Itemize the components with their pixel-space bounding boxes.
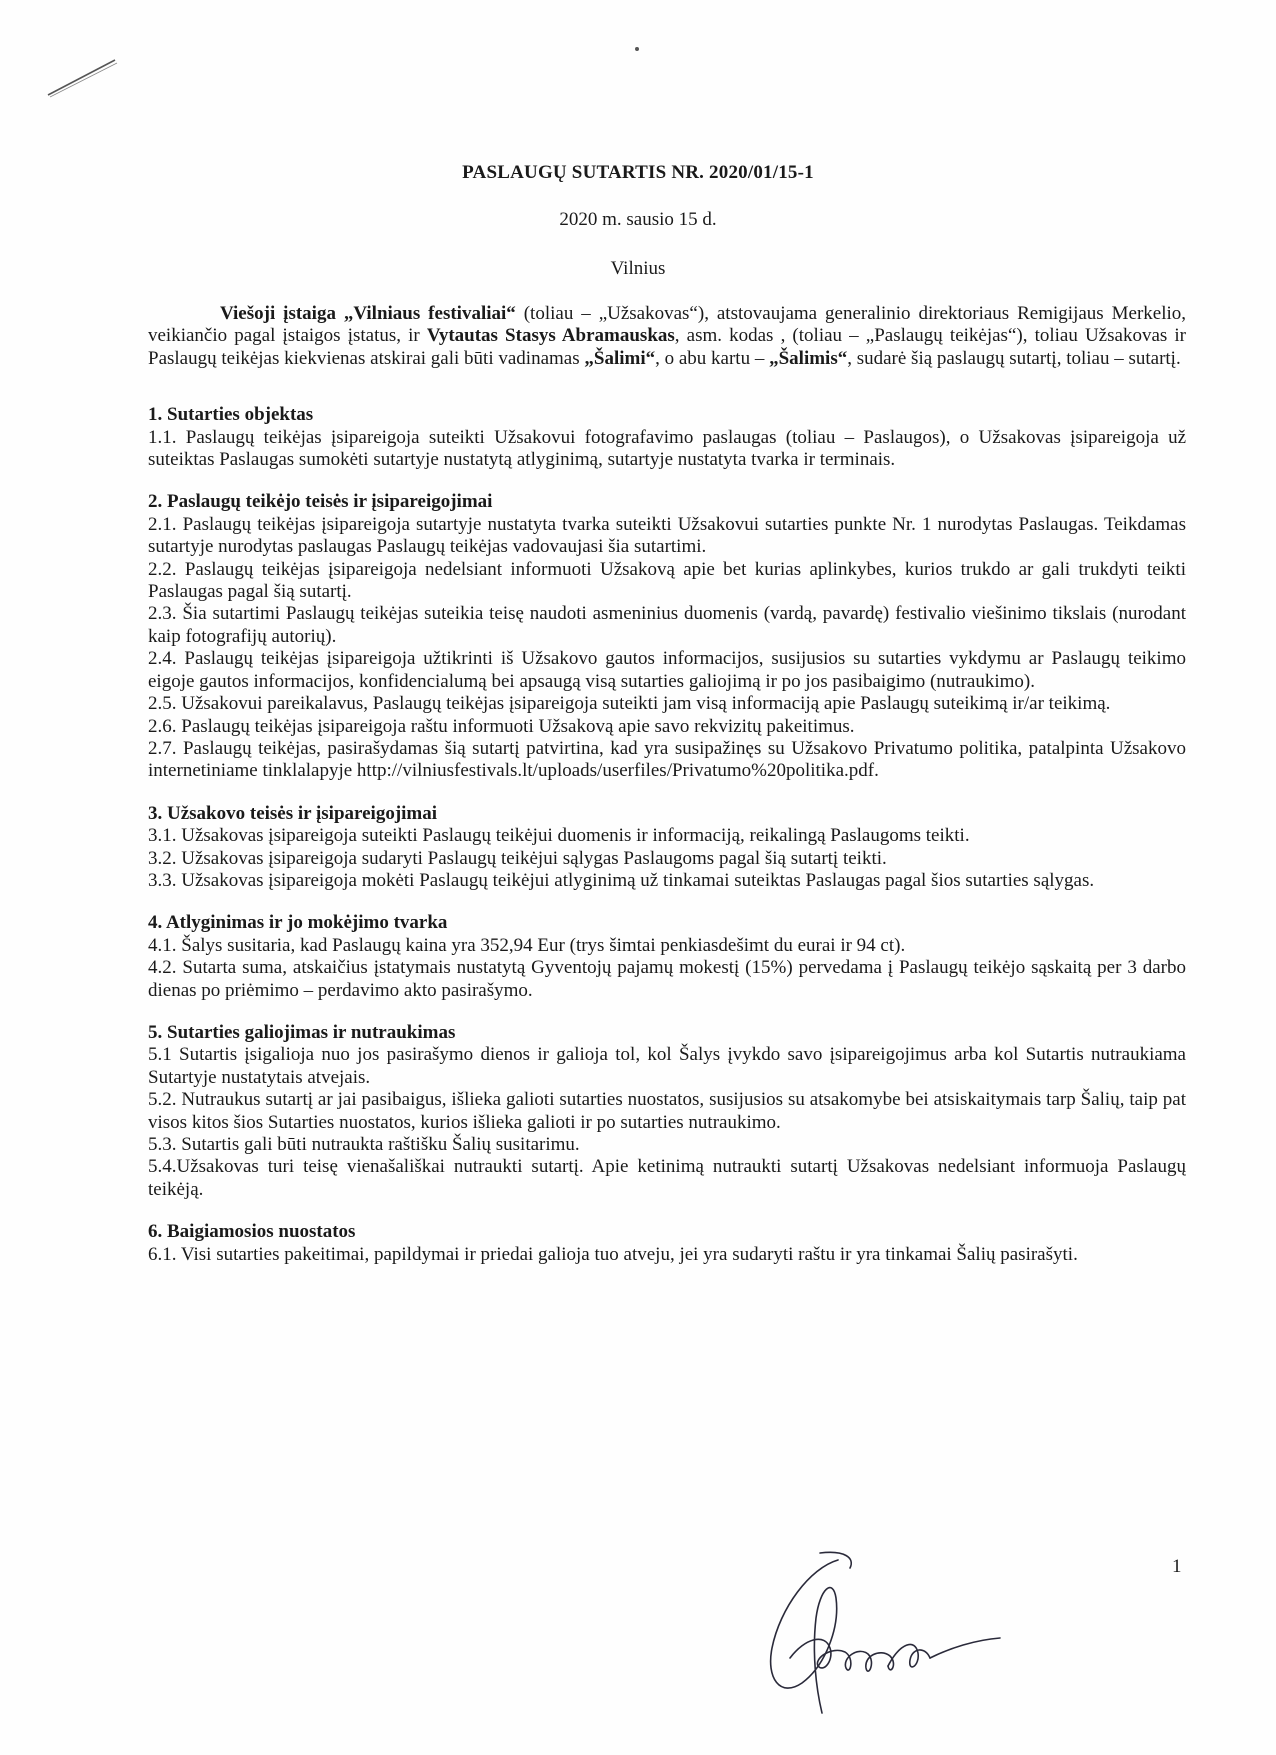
clause-2-6: 2.6. Paslaugų teikėjas įsipareigoja raštu informuoti Užsakovą apie savo rekvizitų pakeitimus. xyxy=(148,715,855,737)
contract-body xyxy=(148,303,1186,1286)
handwritten-signature xyxy=(750,1548,1010,1718)
section-heading: 1. Sutarties objektas xyxy=(148,404,314,426)
clause-2-7: 2.7. Paslaugų teikėjas, pasirašydamas šią sutartį patvirtina, kad yra susipažinęs su Užsakovo Privatumo politika, patalpinta Užsakovo internetiniame tinklalapyje http://vilniusfestivals.lt/uploads/userfiles/Privatumo%20politika.pdf. xyxy=(148,737,1186,782)
page-number: 1 xyxy=(1172,1556,1182,1577)
clause-2-5: 2.5. Užsakovui pareikalavus, Paslaugų teikėjas įsipareigoja suteikti jam visą informaciją apie Paslaugų suteikimą ir/ar teikimą. xyxy=(148,693,1111,715)
intro-paragraph xyxy=(148,303,1186,370)
clause-2-4: 2.4. Paslaugų teikėjas įsipareigoja užtikrinti iš Užsakovo gautos informacijos, susijusios su sutarties vykdymu ar Paslaugų teikimo eigoje gautos informacijos, konfidencialumą bei apsaugą visą sutarties galiojimą ir po jos pasibaigimo (nutraukimo). xyxy=(148,648,1186,692)
clause-3-3: 3.3. Užsakovas įsipareigoja mokėti Paslaugų teikėjui atlyginimą už tinkamai suteiktas Paslaugas pagal šios sutarties sąlygas. xyxy=(148,869,1095,891)
section-heading: 2. Paslaugų teikėjo teisės ir įsipareigojimai xyxy=(148,491,493,513)
clause-2-2: 2.2. Paslaugų teikėjas įsipareigoja nedelsiant informuoti Užsakovą apie bet kurias aplinkybes, kurios trukdo ar gali trukdyti teikti Paslaugas pagal šią sutartį. xyxy=(148,558,1186,603)
section-4-payment xyxy=(148,912,1186,1002)
clause-3-1: 3.1. Užsakovas įsipareigoja suteikti Paslaugų teikėjui duomenis ir informaciją, reikalingą Paslaugoms teikti. xyxy=(148,825,970,847)
clause-5-2: 5.2. Nutraukus sutartį ar jai pasibaigus, išlieka galioti sutarties nuostatos, susijusios su atsakomybe bei atsiskaitymais tarp Šalių, taip pat visos kitos šios Sutarties nuostatos, kurios išlieka galioti ir po sutarties nutraukimo. xyxy=(148,1089,1186,1133)
document-city: Vilnius xyxy=(610,258,666,279)
clause-2-1: 2.1. Paslaugų teikėjas įsipareigoja sutartyje nustatyta tvarka suteikti Užsakovui sutarties punkte Nr. 1 nurodytas Paslaugas. Teikdamas sutartyje nurodytas paslaugas Paslaugų teikėjas vadovaujasi šia sutartimi. xyxy=(148,513,1186,558)
clause-4-1: 4.1. Šalys susitaria, kad Paslaugų kaina yra 352,94 Eur (trys šimtai penkiasdešimt du eurai ir 94 ct). xyxy=(148,934,906,956)
clause-2-3: 2.3. Šia sutartimi Paslaugų teikėjas suteikia teisę naudoti asmeninius duomenis (vardą, pavardę) festivalio viešinimo tikslais (nurodant kaip fotografijų autorių). xyxy=(148,603,1186,647)
section-heading: 4. Atlyginimas ir jo mokėjimo tvarka xyxy=(148,912,448,934)
section-2-provider-rights xyxy=(148,491,1186,782)
intro-text-part-3: , o abu kartu – xyxy=(655,347,770,369)
scan-dot-mark xyxy=(633,45,641,53)
section-6-final xyxy=(148,1221,1186,1266)
section-heading: 3. Užsakovo teisės ir įsipareigojimai xyxy=(148,802,438,824)
scan-pen-mark xyxy=(45,55,120,100)
organization-name: Viešoji įstaiga „Vilniaus festivaliai“ xyxy=(220,303,516,324)
clause-6-1: 6.1. Visi sutarties pakeitimai, papildymai ir priedai galioja tuo atveju, jei yra sudaryti raštu ir yra tinkamai Šalių pasirašyti. xyxy=(148,1243,1078,1265)
section-5-validity xyxy=(148,1022,1186,1201)
intro-text-part-1: (toliau – „Užsakovas“), atstovaujama generalinio direktoriaus Remigijaus Merkelio, veikiančio pagal įstaigos įstatus, ir xyxy=(148,303,1187,347)
clause-4-2: 4.2. Sutarta suma, atskaičius įstatymais nustatytą Gyventojų pajamų mokestį (15%) pervedama į Paslaugų teikėjo sąskaitą per 3 darbo dienas po priėmimo – perdavimo akto pasirašymo. xyxy=(148,957,1186,1001)
section-3-client-rights xyxy=(148,803,1186,893)
clause-3-2: 3.2. Užsakovas įsipareigoja sudaryti Paslaugų teikėjui sąlygas Paslaugoms pagal šią sutartį teikti. xyxy=(148,847,887,869)
party-singular-term: „Šalimi“ xyxy=(584,347,656,369)
clause-5-3: 5.3. Sutartis gali būti nutraukta raštišku Šalių susitarimu. xyxy=(148,1134,580,1155)
section-heading: 6. Baigiamosios nuostatos xyxy=(148,1221,356,1243)
clause-5-4: 5.4.Užsakovas turi teisę vienašališkai nutraukti sutartį. Apie ketinimą nutraukti sutartį Užsakovas nedelsiant informuoja Paslaugų teikėją. xyxy=(148,1156,1186,1200)
document-title: PASLAUGŲ SUTARTIS NR. 2020/01/15-1 xyxy=(462,162,814,183)
document-date: 2020 m. sausio 15 d. xyxy=(559,209,717,230)
clause-1-1: 1.1. Paslaugų teikėjas įsipareigoja suteikti Užsakovui fotografavimo paslaugas (toliau – Paslaugos), o Užsakovas įsipareigoja už suteiktas Paslaugas sumokėti sutartyje nustatytą atlyginimą, sutartyje nustatyta tvarka ir terminais. xyxy=(148,426,1186,471)
party-plural-term: „Šalimis“ xyxy=(769,347,848,369)
section-heading: 5. Sutarties galiojimas ir nutraukimas xyxy=(148,1021,456,1043)
intro-text-part-2: , asm. kodas , (toliau – „Paslaugų teikėjas“), toliau Užsakovas ir Paslaugų teikėjas kiekvienas atskirai gali būti vadinamas xyxy=(148,325,1186,369)
intro-text-part-4: , sudarė šią paslaugų sutartį, toliau – sutartį. xyxy=(847,347,1181,369)
provider-name: Vytautas Stasys Abramauskas xyxy=(426,325,675,347)
section-1-object xyxy=(148,404,1186,471)
clause-5-1: 5.1 Sutartis įsigalioja nuo jos pasirašymo dienos ir galioja tol, kol Šalys įvykdo savo įsipareigojimus arba kol Sutartis nutraukiama Sutartyje nustatytais atvejais. xyxy=(148,1044,1186,1088)
